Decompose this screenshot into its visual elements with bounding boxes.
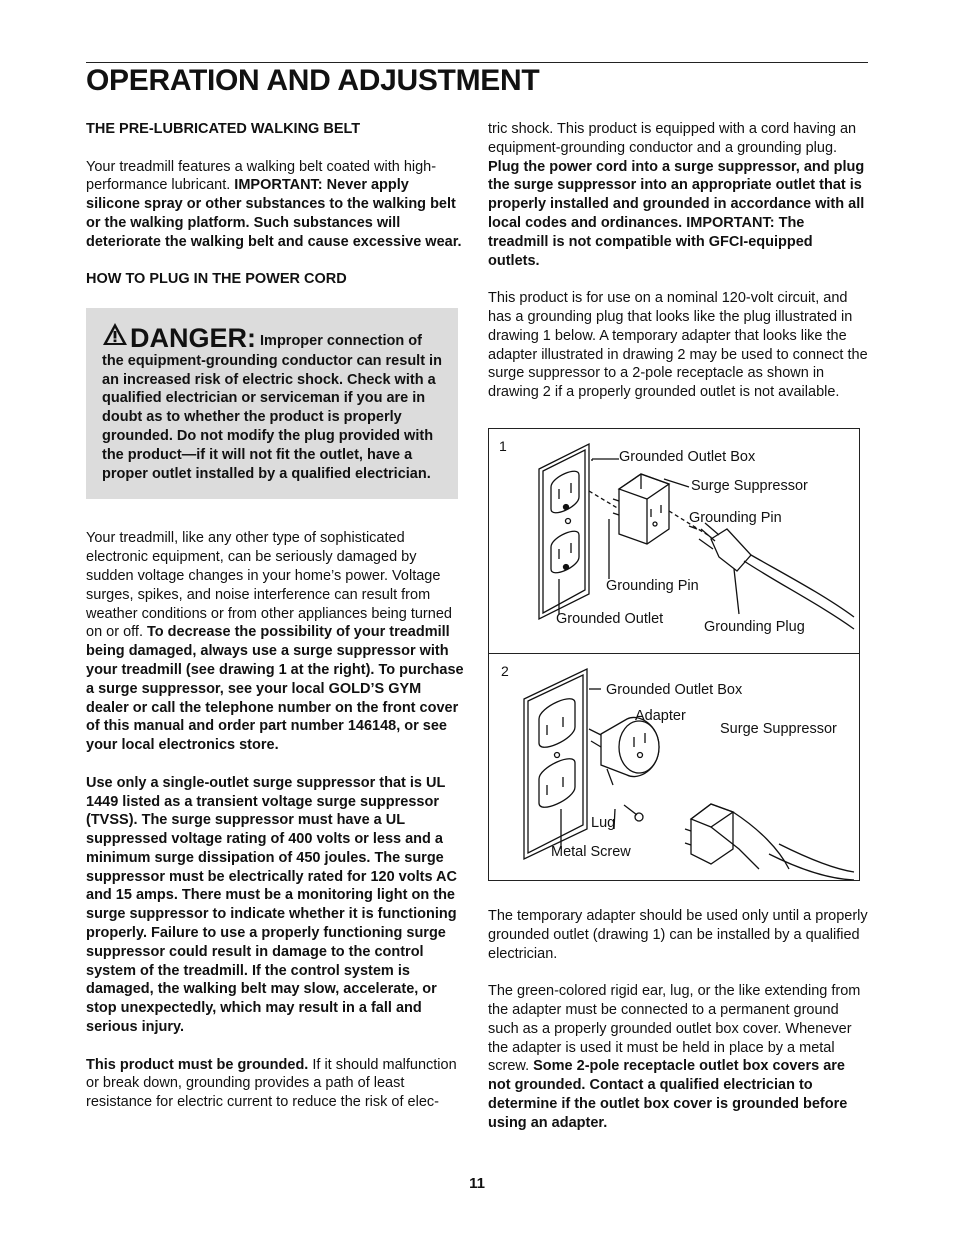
page-number: 11 — [469, 1175, 485, 1192]
suppressor-spec-paragraph — [86, 774, 466, 1037]
walking-belt-warning: IMPORTANT: Never apply silicone spray or other substances to the walking belt or the walking platform. Such substances will deteriorate the walking belt and cause excessive wear. — [86, 177, 462, 250]
d2-label-surge-suppressor: Surge Suppressor — [720, 720, 837, 737]
plug-text: tric shock. This product is equipped with a cord having an equipment-grounding conductor and a grounding plug. — [488, 121, 857, 156]
temporary-adapter-paragraph: The temporary adapter should be used only until a properly grounded outlet (drawing 1) can be installed by a qualified electrician. — [488, 907, 868, 962]
d1-label-grounded-outlet: Grounded Outlet — [556, 610, 664, 627]
suppressor-spec-text: Use only a single-outlet surge suppressor that is UL 1449 listed as a transient voltage surge suppressor (TVSS). The surge suppressor must have a UL suppressed voltage rating of 400 volts or less and a minimum surge dissipation of 450 joules. The surge suppressor must be electrically rated for 120 volts AC and 15 amps. There must be a monitoring light on the surge suppressor to indicate whether it is functioning properly. Failure to use a properly functioning surge suppressor could result in damage to the control system of the treadmill. If the control system is damaged, the walking belt may slow, accelerate, or stop unexpectedly, which may result in a fall and serious injury. — [86, 774, 457, 1036]
adapter-grounding-warning: Some 2-pole receptacle outlet box covers are not grounded. Contact a qualified electrician to determine if the outlet box cover is grounded before using an adapter. — [488, 1058, 848, 1131]
surge-text: Your treadmill, like any other type of sophisticated electronic equipment, can be seriously damaged by sudden voltage changes in your home’s power. Voltage surges, spikes, and noise interference can result from weather conditions or from other appliances being turned on or off. — [86, 530, 452, 641]
walking-belt-text: Your treadmill features a walking belt coated with high-performance lubricant. — [86, 158, 437, 194]
grounding-required: This product must be grounded. — [86, 1056, 309, 1073]
d1-label-grounding-pin-left: Grounding Pin — [606, 577, 699, 594]
adapter-grounding-text: The green-colored rigid ear, lug, or the like extending from the adapter must be connected to a permanent ground such as a properly grounded outlet box cover. Whenever the adapter is used it must be held in place by a metal screw. — [488, 983, 861, 1075]
d1-label-grounding-pin-right: Grounding Pin — [689, 509, 782, 526]
d1-label-grounding-plug: Grounding Plug — [704, 618, 805, 635]
figure-divider — [489, 653, 859, 654]
circuit-paragraph: This product is for use on a nominal 120-volt circuit, and has a grounding plug that looks like the plug illustrated in drawing 1 below. A temporary adapter that looks like the adapter illustrated in drawing 2 may be used to connect the surge suppressor to a 2-pole receptacle as shown in drawing 2 if a properly grounded outlet is not available. — [488, 290, 868, 401]
header-rule — [86, 62, 868, 63]
surge-paragraph — [86, 529, 466, 755]
warning-triangle-icon — [102, 322, 128, 352]
outlet-figure — [488, 428, 860, 881]
d1-label-grounded-outlet-box: Grounded Outlet Box — [619, 448, 756, 465]
d2-label-grounded-outlet-box: Grounded Outlet Box — [606, 681, 743, 698]
danger-label: DANGER: — [130, 322, 256, 353]
walking-belt-paragraph — [86, 158, 466, 252]
section-heading-power-cord: HOW TO PLUG IN THE POWER CORD — [86, 271, 347, 288]
danger-text: Improper connection of the equipment-grounding conductor can result in an increased risk of electric shock. Check with a qualified electrician or serviceman if you are in doubt as to whether the product is properly grounded. Do not modify the plug provided with the product—if it will not fit the outlet, have a proper outlet installed by a qualified electrician. — [102, 332, 442, 482]
plug-instruction: Plug the power cord into a surge suppressor, and plug the surge suppressor into an appropriate outlet that is properly installed and grounded in accordance with all local codes and ordinances. IMPORTANT: The treadmill is not compatible with GFCI-equipped outlets. — [488, 158, 865, 269]
section-heading-walking-belt: THE PRE-LUBRICATED WALKING BELT — [86, 121, 361, 137]
d1-label-surge-suppressor: Surge Suppressor — [691, 477, 808, 494]
drawing-2-number: 2 — [501, 662, 509, 679]
page-title: OPERATION AND ADJUSTMENT — [86, 64, 540, 97]
d2-label-lug: Lug — [591, 814, 616, 831]
drawing-1-number: 1 — [499, 437, 507, 454]
surge-instruction: To decrease the possibility of your treadmill being damaged, always use a surge suppressor with your treadmill (see drawing 1 at the right). To purchase a surge suppressor, see your local GOLD’S GYM dealer or call the telephone number on the front cover of this manual and order part number 146148, or see your local electronics store. — [86, 624, 464, 754]
d2-label-metal-screw: Metal Screw — [551, 843, 631, 860]
d2-label-adapter: Adapter — [635, 707, 686, 724]
plug-paragraph — [488, 120, 868, 270]
right-column — [488, 120, 868, 1151]
outlet-drawings — [489, 429, 859, 880]
danger-box — [86, 308, 458, 499]
grounding-text: If it should malfunction or break down, grounding provides a path of least resistance for electric current to reduce the risk of elec- — [86, 1056, 457, 1111]
grounding-paragraph — [86, 1056, 466, 1112]
left-column — [86, 120, 466, 1131]
adapter-grounding-paragraph — [488, 982, 868, 1132]
